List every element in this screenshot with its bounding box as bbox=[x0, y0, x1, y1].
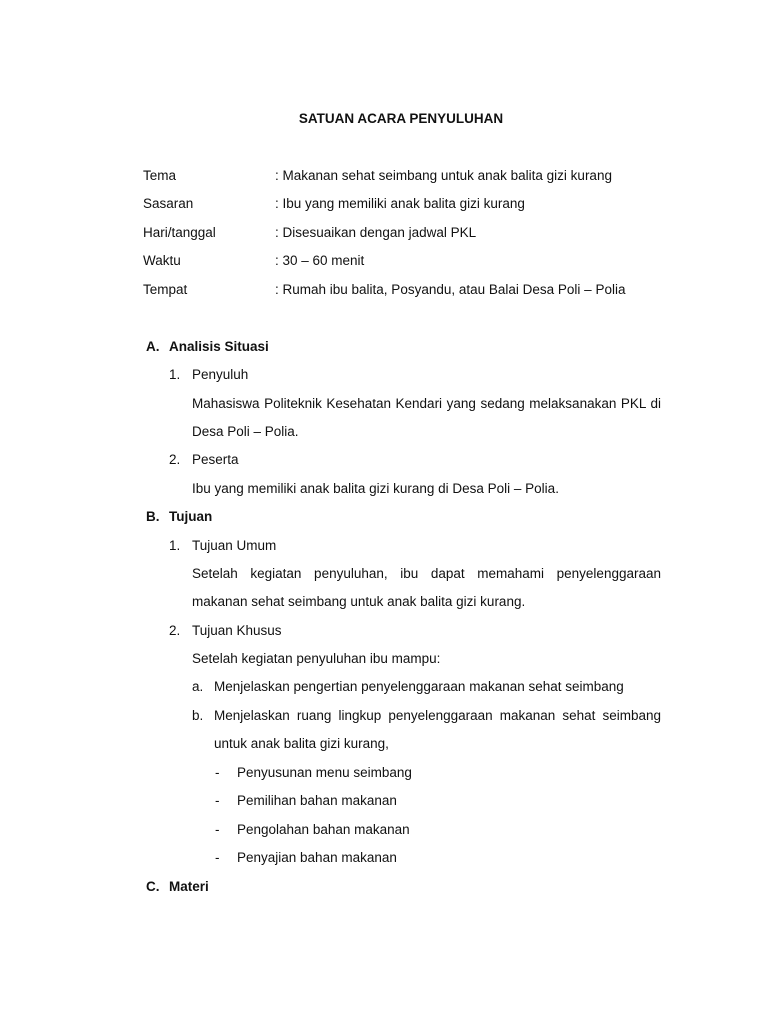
tujuan-umum-marker: 1. bbox=[169, 538, 181, 553]
info-label-tempat: Tempat bbox=[143, 282, 188, 297]
section-c-heading: Materi bbox=[169, 879, 209, 894]
tujuan-umum-text-line1: Setelah kegiatan penyuluhan, ibu dapat memahami penyelenggaraan bbox=[192, 566, 661, 581]
tujuan-umum-title: Tujuan Umum bbox=[192, 538, 277, 553]
page-title: SATUAN ACARA PENYULUHAN bbox=[298, 111, 504, 126]
tujuan-khusus-item-b-text-line1: Menjelaskan ruang lingkup penyelenggaraan makanan sehat seimbang bbox=[214, 708, 661, 723]
tujuan-khusus-title: Tujuan Khusus bbox=[192, 623, 282, 638]
info-label-tema: Tema bbox=[143, 168, 177, 183]
info-value-hari-tanggal: : Disesuaikan dengan jadwal PKL bbox=[275, 225, 477, 240]
tujuan-umum-text-line2: makanan sehat seimbang untuk anak balita gizi kurang. bbox=[192, 594, 526, 609]
dash-marker: - bbox=[215, 850, 220, 865]
info-label-waktu: Waktu bbox=[143, 253, 181, 268]
section-a-item1-title: Penyuluh bbox=[192, 367, 249, 382]
tujuan-khusus-intro: Setelah kegiatan penyuluhan ibu mampu: bbox=[192, 651, 441, 666]
tujuan-khusus-item-b-text-line2: untuk anak balita gizi kurang, bbox=[214, 736, 389, 751]
tujuan-khusus-item-a-marker: a. bbox=[192, 679, 204, 694]
info-value-sasaran: : Ibu yang memiliki anak balita gizi kurang bbox=[275, 196, 525, 211]
dash-item-pengolahan: Pengolahan bahan makanan bbox=[237, 822, 410, 837]
dash-item-menu: Penyusunan menu seimbang bbox=[237, 765, 412, 780]
tujuan-khusus-item-a-text: Menjelaskan pengertian penyelenggaraan makanan sehat seimbang bbox=[214, 679, 624, 694]
dash-item-penyajian: Penyajian bahan makanan bbox=[237, 850, 397, 865]
section-a-item1-marker: 1. bbox=[169, 367, 181, 382]
section-a-heading: Analisis Situasi bbox=[169, 339, 269, 354]
info-value-tempat: : Rumah ibu balita, Posyandu, atau Balai Desa Poli – Polia bbox=[275, 282, 626, 297]
tujuan-khusus-item-b-marker: b. bbox=[192, 708, 204, 723]
dash-marker: - bbox=[215, 765, 220, 780]
section-a-item1-text-line2: Desa Poli – Polia. bbox=[192, 424, 299, 439]
info-label-hari-tanggal: Hari/tanggal bbox=[143, 225, 216, 240]
info-value-waktu: : 30 – 60 menit bbox=[275, 253, 365, 268]
dash-marker: - bbox=[215, 793, 220, 808]
section-b-marker: B. bbox=[146, 509, 160, 524]
section-a-item2-marker: 2. bbox=[169, 452, 181, 467]
dash-item-pemilihan: Pemilihan bahan makanan bbox=[237, 793, 397, 808]
section-c-marker: C. bbox=[146, 879, 160, 894]
section-a-item2-text-line1: Ibu yang memiliki anak balita gizi kurang di Desa Poli – Polia. bbox=[192, 481, 559, 496]
info-label-sasaran: Sasaran bbox=[143, 196, 194, 211]
section-a-item1-text-line1: Mahasiswa Politeknik Kesehatan Kendari yang sedang melaksanakan PKL di bbox=[192, 396, 661, 411]
tujuan-khusus-marker: 2. bbox=[169, 623, 181, 638]
section-a-item2-title: Peserta bbox=[192, 452, 239, 467]
dash-marker: - bbox=[215, 822, 220, 837]
info-value-tema: : Makanan sehat seimbang untuk anak balita gizi kurang bbox=[275, 168, 612, 183]
section-a-marker: A. bbox=[146, 339, 160, 354]
section-b-heading: Tujuan bbox=[169, 509, 213, 524]
